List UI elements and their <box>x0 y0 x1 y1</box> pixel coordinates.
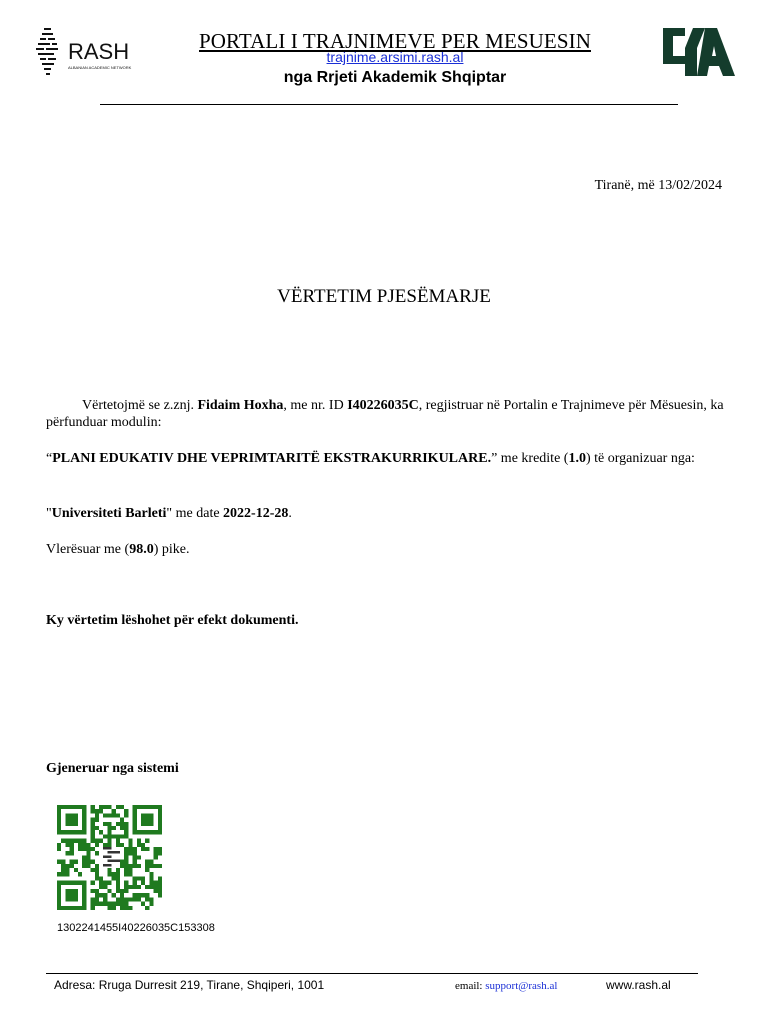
4a-logo-graphic <box>661 26 735 78</box>
footer-divider <box>46 973 698 974</box>
qr-code <box>57 805 162 910</box>
footer-address: Adresa: Rruga Durresit 219, Tirane, Shqiperi, 1001 <box>54 978 325 992</box>
p4-text-a: Vlerësuar me ( <box>46 542 130 557</box>
footer-email-label: email: <box>455 980 486 992</box>
rash-logo-graphic <box>34 26 144 78</box>
participant-name: Fidaim Hoxha <box>197 398 284 413</box>
p3-open-quote: " <box>46 506 52 521</box>
score-paragraph <box>46 541 726 558</box>
organizer-name: Universiteti Barleti <box>51 506 167 521</box>
module-credits: 1.0 <box>568 451 586 466</box>
p2-text-b: ” me kredite ( <box>491 451 569 466</box>
p2-text-c: ) të organizuar nga: <box>585 451 695 466</box>
p2-open-quote: “ <box>46 451 53 466</box>
document-title: VËRTETIM PJESËMARJE <box>277 286 491 307</box>
score-value: 98.0 <box>129 542 154 557</box>
p1-text-b: , me nr. ID <box>283 398 348 413</box>
module-name: PLANI EDUKATIV DHE VEPRIMTARITË EKSTRAKURRIKULARE. <box>52 451 492 466</box>
issue-date: Tiranë, më 13/02/2024 <box>594 178 722 193</box>
header-divider <box>100 104 678 105</box>
p3-text-b: " me date <box>166 506 224 521</box>
p3-text-c: . <box>288 506 292 521</box>
rash-logo-tagline: ALBANIAN ACADEMIC NETWORK <box>68 65 132 70</box>
rash-logo <box>34 26 144 78</box>
participant-id: I40226035C <box>347 398 419 413</box>
portal-subtitle: nga Rrjeti Akademik Shqiptar <box>283 69 507 86</box>
portal-title: PORTALI I TRAJNIMEVE PER MESUESIN <box>199 29 591 53</box>
p4-text-b: ) pike. <box>153 542 190 557</box>
rash-logo-text: RASH <box>68 39 130 64</box>
footer-website-link[interactable]: www.rash.al <box>606 978 671 992</box>
support-email-link[interactable]: support@rash.al <box>485 980 558 992</box>
4a-logo <box>661 26 735 78</box>
validity-statement: Ky vërtetim lëshohet për efekt dokumenti. <box>46 613 299 628</box>
p1-text-c: , regjistruar në Portalin e Trajnimeve për Mësuesin, ka përfunduar modulin: <box>46 398 724 430</box>
verification-code: 1302241455I40226035C153308 <box>57 922 215 934</box>
organizer-date: 2022-12-28 <box>223 506 289 521</box>
p1-text-a: Vërtetojmë se z.znj. <box>82 398 198 413</box>
portal-url-link[interactable]: trajnime.arsimi.rash.al <box>326 49 464 65</box>
module-paragraph <box>46 450 726 467</box>
certification-paragraph <box>46 397 726 431</box>
organizer-paragraph <box>46 505 726 522</box>
generated-by-label: Gjeneruar nga sistemi <box>46 761 179 776</box>
footer-email <box>455 978 557 994</box>
